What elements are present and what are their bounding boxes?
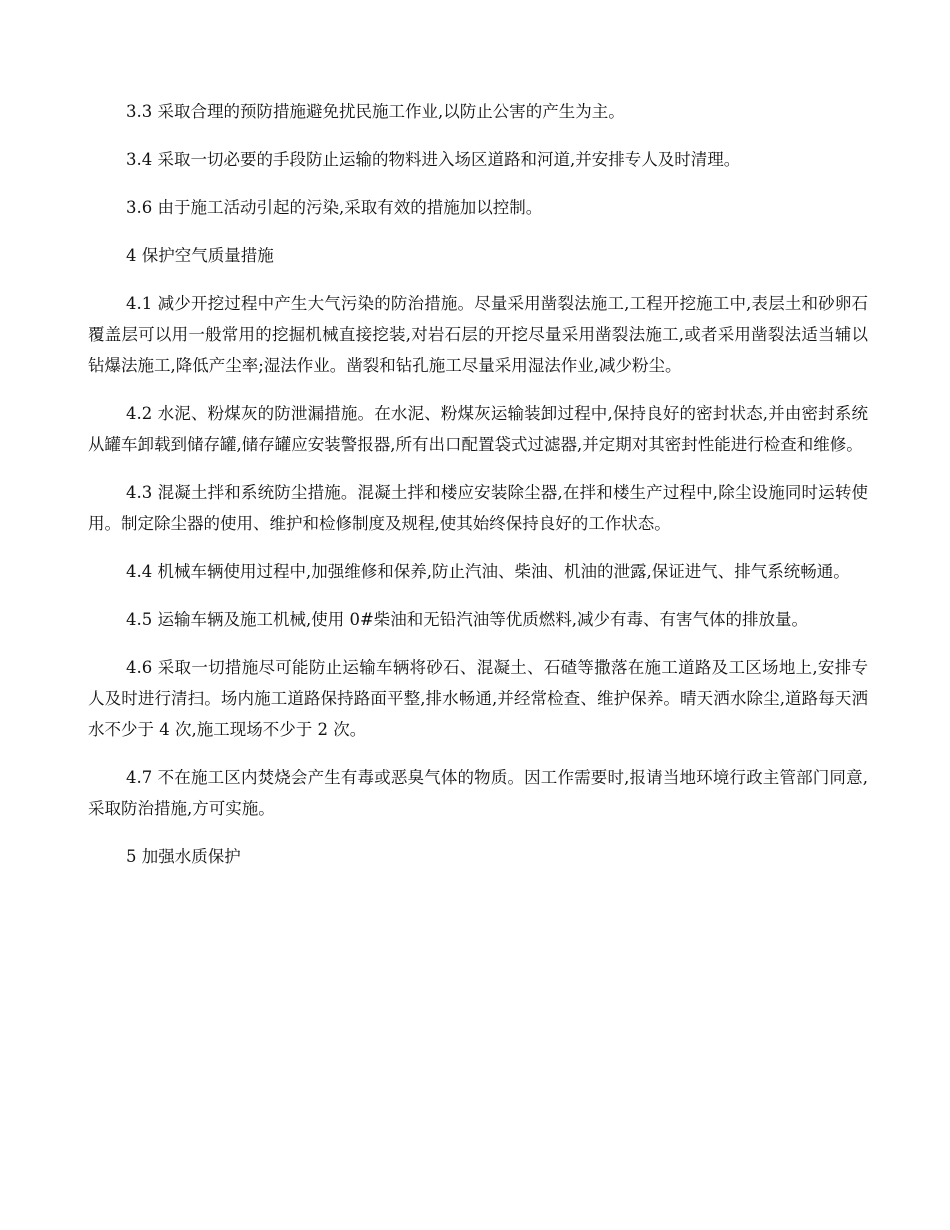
paragraph-4-6: 4.6 采取一切措施尽可能防止运输车辆将砂石、混凝土、石碴等撒落在施工道路及工区场地上,安排专人及时进行清扫。场内施工道路保持路面平整,排水畅通,并经常检查、维护保养。晴天洒水除尘,道路每天洒水不少于 4 次,施工现场不少于 2 次。 [88, 658, 868, 739]
paragraph-4-2: 4.2 水泥、粉煤灰的防泄漏措施。在水泥、粉煤灰运输装卸过程中,保持良好的密封状态,并由密封系统从罐车卸载到储存罐,储存罐应安装警报器,所有出口配置袋式过滤器,并定期对其密封性能进行检查和维修。 [88, 404, 868, 454]
paragraph-3-4: 3.4 采取一切必要的手段防止运输的物料进入场区道路和河道,并安排专人及时清理。 [126, 150, 741, 169]
paragraph-4-7: 4.7 不在施工区内焚烧会产生有毒或恶臭气体的物质。因工作需要时,报请当地环境行政主管部门同意,采取防治措施,方可实施。 [88, 768, 868, 818]
paragraph-3-3: 3.3 采取合理的预防措施避免扰民施工作业,以防止公害的产生为主。 [126, 102, 625, 121]
paragraph-4-4: 4.4 机械车辆使用过程中,加强维修和保养,防止汽油、柴油、机油的泄露,保证进气、排气系统畅通。 [126, 562, 850, 581]
paragraph-4-1: 4.1 减少开挖过程中产生大气污染的防治措施。尽量采用凿裂法施工,工程开挖施工中,表层土和砂卵石覆盖层可以用一般常用的挖掘机械直接挖装,对岩石层的开挖尽量采用凿裂法施工,或者采用凿裂法适当辅以钻爆法施工,降低产尘率;湿法作业。凿裂和钻孔施工尽量采用湿法作业,减少粉尘。 [88, 294, 868, 375]
section-heading-5: 5 加强水质保护 [126, 847, 241, 866]
section-heading-4: 4 保护空气质量措施 [126, 246, 274, 265]
paragraph-4-5: 4.5 运输车辆及施工机械,使用 0#柴油和无铅汽油等优质燃料,减少有毒、有害气体的排放量。 [126, 610, 809, 629]
document-page [88, 96, 868, 889]
paragraph-4-3: 4.3 混凝土拌和系统防尘措施。混凝土拌和楼应安装除尘器,在拌和楼生产过程中,除尘设施同时运转使用。制定除尘器的使用、维护和检修制度及规程,使其始终保持良好的工作状态。 [88, 483, 868, 533]
paragraph-3-6: 3.6 由于施工活动引起的污染,采取有效的措施加以控制。 [126, 198, 543, 217]
